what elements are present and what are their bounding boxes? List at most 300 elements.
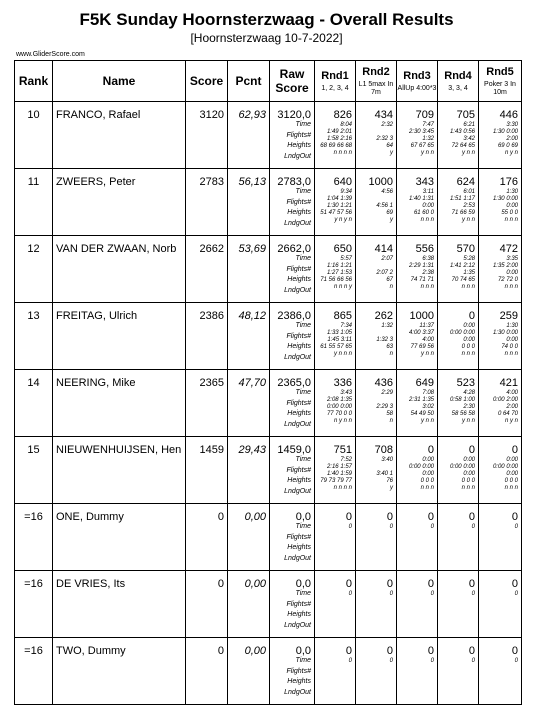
round-detail-line: 0:00 bbox=[506, 203, 518, 209]
round-detail-line: 71 56 66 56 bbox=[320, 277, 352, 283]
round-detail-line: 4:00 bbox=[506, 390, 518, 396]
round-detail-line: 0:00 bbox=[422, 457, 434, 463]
round-detail-line: 2:32 bbox=[381, 122, 393, 128]
raw-score-value: 2662,0 bbox=[277, 243, 311, 255]
round-score: 176 bbox=[499, 176, 518, 188]
detail-labels bbox=[284, 455, 311, 497]
round-detail-line: 3:40 1 bbox=[376, 471, 393, 477]
round-score: 436 bbox=[374, 377, 393, 389]
round-details bbox=[390, 524, 393, 531]
round-details bbox=[431, 658, 434, 665]
rank-cell: 10 bbox=[15, 102, 53, 169]
detail-label: LndgOut bbox=[284, 152, 311, 160]
round-score: 0 bbox=[468, 310, 475, 322]
detail-labels bbox=[284, 388, 311, 430]
round-score: 472 bbox=[499, 243, 518, 255]
round-detail-line: 54 49 50 bbox=[410, 411, 434, 417]
round-details bbox=[515, 591, 518, 598]
round-detail-line: 0:00 0:00 bbox=[449, 464, 475, 470]
round-detail-line: y bbox=[390, 217, 393, 223]
round-detail-line: n n n bbox=[461, 284, 475, 290]
header-row bbox=[15, 61, 522, 102]
detail-labels bbox=[284, 321, 311, 363]
raw-score-cell bbox=[270, 303, 315, 370]
round-detail-line: 2:29 3 bbox=[376, 404, 393, 410]
detail-labels bbox=[284, 656, 311, 698]
round-score: 0 bbox=[427, 511, 434, 523]
rank-cell: 14 bbox=[15, 370, 53, 437]
pcnt-cell: 53,69 bbox=[228, 236, 270, 303]
round-detail-line: n n n bbox=[504, 351, 518, 357]
detail-label: Heights bbox=[287, 276, 311, 283]
round-detail-line: 0 bbox=[471, 524, 475, 530]
round-details bbox=[450, 256, 475, 291]
score-cell: 0 bbox=[186, 638, 228, 705]
round-detail-line: 2:30 bbox=[463, 404, 475, 410]
rank-cell: 11 bbox=[15, 169, 53, 236]
round-details bbox=[409, 323, 434, 358]
pcnt-cell: 56,13 bbox=[228, 169, 270, 236]
detail-label: Time bbox=[295, 456, 311, 463]
round-detail-line: 0 bbox=[430, 591, 434, 597]
raw-score-value: 3120,0 bbox=[277, 109, 311, 121]
round-detail-line: 69 bbox=[386, 210, 393, 216]
round-details bbox=[515, 658, 518, 665]
round-detail-line: y n n bbox=[420, 150, 434, 156]
round-detail-line: n n n bbox=[504, 284, 518, 290]
score-cell: 2662 bbox=[186, 236, 228, 303]
round-detail-line: 64 bbox=[386, 143, 393, 149]
round-cell bbox=[356, 571, 397, 638]
round-detail-line: y n n bbox=[420, 351, 434, 357]
round-cell bbox=[479, 638, 522, 705]
round-cell bbox=[438, 102, 479, 169]
round-detail-line: 1:58 2:16 bbox=[326, 136, 352, 142]
round-detail-line bbox=[376, 330, 393, 337]
round-detail-line: 0 0 0 bbox=[504, 478, 518, 484]
round-detail-line: 11:37 bbox=[419, 323, 434, 329]
round-detail-line: 58 56 58 bbox=[451, 411, 475, 417]
table-row bbox=[15, 571, 522, 638]
table-row bbox=[15, 236, 522, 303]
round-detail-line bbox=[376, 129, 393, 136]
round-details bbox=[450, 457, 475, 492]
round-detail-line: 4:28 bbox=[463, 390, 475, 396]
round-cell bbox=[315, 504, 356, 571]
raw-score-value: 2386,0 bbox=[277, 310, 311, 322]
round-detail-line: 4:56 bbox=[381, 189, 393, 195]
round-score: 0 bbox=[386, 645, 393, 657]
round-detail-line: 1:40 1:31 bbox=[408, 196, 434, 202]
raw-score-value: 2783,0 bbox=[277, 176, 311, 188]
round-cell bbox=[479, 437, 522, 504]
round-detail-line: 7:08 bbox=[422, 390, 434, 396]
detail-label: Time bbox=[295, 322, 311, 329]
round-cell bbox=[356, 236, 397, 303]
round-detail-line: 2:30 3:45 bbox=[408, 129, 434, 135]
score-cell: 3120 bbox=[186, 102, 228, 169]
header-round: Rnd5 Poker 3 In 10m bbox=[479, 61, 522, 102]
round-details bbox=[409, 390, 434, 425]
round-details bbox=[409, 457, 434, 492]
pcnt-cell: 0,00 bbox=[228, 571, 270, 638]
round-detail-line: 0:00 2:00 bbox=[492, 397, 518, 403]
raw-score-cell bbox=[270, 638, 315, 705]
round-detail-line bbox=[376, 397, 393, 404]
round-detail-line: 71 66 59 bbox=[451, 210, 475, 216]
pilot-name: VAN DER ZWAAN, Norb bbox=[53, 236, 186, 303]
raw-score-cell bbox=[270, 437, 315, 504]
round-score: 0 bbox=[511, 444, 518, 456]
detail-label: Flights# bbox=[286, 466, 311, 474]
round-detail-line: 3:11 bbox=[422, 189, 434, 195]
pcnt-cell: 62,93 bbox=[228, 102, 270, 169]
detail-label: Flights# bbox=[286, 600, 311, 608]
round-detail-line: n n n bbox=[461, 485, 475, 491]
detail-label: Heights bbox=[287, 611, 311, 618]
detail-label: LndgOut bbox=[284, 554, 311, 562]
header-score: Score bbox=[186, 61, 228, 102]
round-score: 0 bbox=[468, 578, 475, 590]
round-detail-line: 0:00 bbox=[463, 457, 475, 463]
round-cell bbox=[397, 638, 438, 705]
round-detail-line: 1:33 1:05 bbox=[326, 330, 352, 336]
round-detail-line: 2:07 2 bbox=[376, 270, 393, 276]
detail-label: Flights# bbox=[286, 399, 311, 407]
round-detail-line: y n n bbox=[461, 217, 475, 223]
header-rank: Rank bbox=[15, 61, 53, 102]
round-detail-line: 0:00 bbox=[463, 337, 475, 343]
raw-score-value: 0,0 bbox=[295, 645, 311, 657]
round-detail-line: 77 70 0 0 bbox=[326, 411, 352, 417]
round-detail-line: y n n bbox=[461, 418, 475, 424]
round-detail-line: 0 bbox=[430, 524, 434, 530]
rank-cell: =16 bbox=[15, 504, 53, 571]
round-detail-line: 1:40 1:59 bbox=[326, 471, 352, 477]
round-details bbox=[493, 390, 518, 425]
round-detail-line: 1:41 2:12 bbox=[449, 263, 475, 269]
table-row bbox=[15, 370, 522, 437]
detail-label: Heights bbox=[287, 343, 311, 350]
round-detail-line: n bbox=[389, 351, 393, 357]
detail-labels bbox=[284, 187, 311, 229]
round-cell bbox=[479, 169, 522, 236]
pcnt-cell: 29,43 bbox=[228, 437, 270, 504]
round-details bbox=[376, 390, 393, 425]
round-detail-line: n y n bbox=[504, 150, 518, 156]
round-score: 446 bbox=[499, 109, 518, 121]
round-cell bbox=[438, 236, 479, 303]
round-detail-line: 0 64 70 bbox=[497, 411, 518, 417]
round-score: 865 bbox=[333, 310, 352, 322]
round-detail-line: 1:30 0:00 bbox=[492, 129, 518, 135]
round-details bbox=[493, 457, 518, 492]
round-detail-line bbox=[376, 464, 393, 471]
pcnt-cell: 47,70 bbox=[228, 370, 270, 437]
round-score: 650 bbox=[333, 243, 352, 255]
detail-label: Flights# bbox=[286, 667, 311, 675]
round-detail-line: 3:40 bbox=[381, 457, 393, 463]
round-detail-line: 1:04 1:39 bbox=[326, 196, 352, 202]
round-cell bbox=[315, 169, 356, 236]
round-detail-line: 63 bbox=[386, 344, 393, 350]
detail-label: LndgOut bbox=[284, 353, 311, 361]
round-details bbox=[409, 189, 434, 224]
score-cell: 1459 bbox=[186, 437, 228, 504]
round-cell bbox=[479, 504, 522, 571]
round-cell bbox=[479, 571, 522, 638]
round-detail-line: 0 0 0 bbox=[461, 478, 475, 484]
round-detail-line: 0 0 0 bbox=[461, 344, 475, 350]
round-detail-line: n bbox=[389, 284, 393, 290]
page-subtitle: [Hoornsterzwaag 10-7-2022] bbox=[190, 31, 343, 45]
round-cell bbox=[356, 169, 397, 236]
round-detail-line: 5:57 bbox=[340, 256, 352, 262]
round-detail-line: 2:29 bbox=[381, 390, 393, 396]
round-detail-line: y n n bbox=[461, 150, 475, 156]
round-details bbox=[450, 390, 475, 425]
round-detail-line: 8:04 bbox=[340, 122, 352, 128]
round-detail-line: 4:56 1 bbox=[376, 203, 393, 209]
round-detail-line: 2:31 1:35 bbox=[408, 397, 434, 403]
round-cell bbox=[397, 504, 438, 571]
round-detail-line: 5:28 bbox=[463, 256, 475, 262]
round-detail-line: 0:00 bbox=[422, 471, 434, 477]
round-detail-line: 1:43 0:56 bbox=[449, 129, 475, 135]
round-score: 0 bbox=[427, 645, 434, 657]
detail-label: Time bbox=[295, 389, 311, 396]
round-detail-line: 0 bbox=[471, 591, 475, 597]
round-detail-line: 3:02 bbox=[422, 404, 434, 410]
detail-label: LndgOut bbox=[284, 621, 311, 629]
round-detail-line: 1:30 bbox=[506, 189, 518, 195]
detail-label: LndgOut bbox=[284, 420, 311, 428]
round-score: 262 bbox=[374, 310, 393, 322]
round-detail-line: 3:42 bbox=[463, 136, 475, 142]
round-detail-line: y n n n bbox=[333, 351, 352, 357]
round-details bbox=[320, 323, 352, 358]
round-detail-line: 0 bbox=[514, 524, 518, 530]
round-detail-line: 0 bbox=[514, 591, 518, 597]
round-detail-line: 2:38 bbox=[422, 270, 434, 276]
round-cell bbox=[438, 303, 479, 370]
round-cell bbox=[397, 370, 438, 437]
detail-labels bbox=[284, 120, 311, 162]
round-detail-line: 0 bbox=[348, 591, 352, 597]
raw-score-value: 2365,0 bbox=[277, 377, 311, 389]
round-cell bbox=[315, 303, 356, 370]
round-cell bbox=[397, 437, 438, 504]
rank-cell: =16 bbox=[15, 571, 53, 638]
round-score: 414 bbox=[374, 243, 393, 255]
round-details bbox=[376, 457, 393, 492]
score-cell: 0 bbox=[186, 504, 228, 571]
pilot-name: TWO, Dummy bbox=[53, 638, 186, 705]
round-detail-line: 6:38 bbox=[422, 256, 434, 262]
round-cell bbox=[356, 102, 397, 169]
round-detail-line: 3:30 bbox=[506, 122, 518, 128]
round-score: 1000 bbox=[368, 176, 393, 188]
round-detail-line: 55 0 0 bbox=[501, 210, 518, 216]
round-cell bbox=[315, 370, 356, 437]
round-score: 0 bbox=[345, 511, 352, 523]
round-detail-line: 0:00 0:00 bbox=[492, 464, 518, 470]
round-detail-line: 76 bbox=[386, 478, 393, 484]
detail-labels bbox=[284, 589, 311, 631]
round-cell bbox=[438, 504, 479, 571]
header-raw-score: Raw Score bbox=[270, 61, 315, 102]
round-cell bbox=[356, 638, 397, 705]
round-details bbox=[431, 591, 434, 598]
raw-score-value: 0,0 bbox=[295, 511, 311, 523]
results-table bbox=[14, 60, 522, 705]
round-details bbox=[409, 122, 434, 157]
detail-label: Time bbox=[295, 590, 311, 597]
detail-label: Time bbox=[295, 657, 311, 664]
round-details bbox=[390, 591, 393, 598]
round-detail-line: 2:16 1:57 bbox=[326, 464, 352, 470]
raw-score-cell bbox=[270, 571, 315, 638]
round-cell bbox=[397, 236, 438, 303]
table-row bbox=[15, 638, 522, 705]
round-cell bbox=[438, 437, 479, 504]
round-details bbox=[431, 524, 434, 531]
round-detail-line: 0 bbox=[389, 658, 393, 664]
detail-label: Heights bbox=[287, 142, 311, 149]
round-cell bbox=[356, 370, 397, 437]
header-round: Rnd4 3, 3, 4 bbox=[438, 61, 479, 102]
detail-label: Flights# bbox=[286, 332, 311, 340]
round-cell bbox=[479, 303, 522, 370]
round-score: 336 bbox=[333, 377, 352, 389]
round-detail-line: 74 71 71 bbox=[410, 277, 434, 283]
round-detail-line: 0:00 bbox=[506, 471, 518, 477]
score-cell: 2783 bbox=[186, 169, 228, 236]
round-details bbox=[472, 591, 475, 598]
round-details bbox=[515, 524, 518, 531]
detail-label: Flights# bbox=[286, 131, 311, 139]
round-details bbox=[450, 189, 475, 224]
round-score: 0 bbox=[386, 578, 393, 590]
round-detail-line: 0 bbox=[348, 658, 352, 664]
round-detail-line: 77 69 56 bbox=[410, 344, 434, 350]
round-detail-line: 61 55 57 65 bbox=[320, 344, 352, 350]
round-detail-line: 1:32 bbox=[422, 136, 434, 142]
detail-label: Heights bbox=[287, 678, 311, 685]
round-detail-line: n n n bbox=[420, 284, 434, 290]
round-score: 556 bbox=[415, 243, 434, 255]
pilot-name: NIEUWENHUIJSEN, Hen bbox=[53, 437, 186, 504]
table-row bbox=[15, 504, 522, 571]
round-detail-line: 7:52 bbox=[340, 457, 352, 463]
round-detail-line: 1:27 1:53 bbox=[326, 270, 352, 276]
round-score: 421 bbox=[499, 377, 518, 389]
round-detail-line: 4:00 3:37 bbox=[408, 330, 434, 336]
round-score: 0 bbox=[427, 444, 434, 456]
detail-label: Time bbox=[295, 523, 311, 530]
round-detail-line: 0:00 bbox=[422, 203, 434, 209]
round-detail-line: 0:00 bbox=[506, 457, 518, 463]
round-details bbox=[390, 658, 393, 665]
round-detail-line: 0 bbox=[348, 524, 352, 530]
round-details bbox=[493, 189, 518, 224]
round-detail-line: 1:32 bbox=[381, 323, 393, 329]
round-detail-line: 3:35 bbox=[506, 256, 518, 262]
raw-score-cell bbox=[270, 236, 315, 303]
pilot-name: ONE, Dummy bbox=[53, 504, 186, 571]
round-detail-line: n n n n bbox=[333, 485, 352, 491]
round-detail-line: 0 bbox=[389, 524, 393, 530]
round-detail-line: 0:00 0:00 bbox=[326, 404, 352, 410]
detail-label: Heights bbox=[287, 477, 311, 484]
round-detail-line: n n n bbox=[420, 217, 434, 223]
table-row bbox=[15, 437, 522, 504]
detail-label: LndgOut bbox=[284, 219, 311, 227]
rank-cell: 12 bbox=[15, 236, 53, 303]
table-row bbox=[15, 169, 522, 236]
round-detail-line: 0:00 bbox=[463, 323, 475, 329]
round-cell bbox=[397, 169, 438, 236]
round-detail-line: 70 74 65 bbox=[451, 277, 475, 283]
round-cell bbox=[315, 437, 356, 504]
detail-label: Flights# bbox=[286, 533, 311, 541]
round-details bbox=[493, 122, 518, 157]
round-detail-line: n n n bbox=[504, 217, 518, 223]
round-details bbox=[376, 256, 393, 291]
round-score: 624 bbox=[456, 176, 475, 188]
round-detail-line: 74 0 0 bbox=[501, 344, 518, 350]
header-round: Rnd3 AllUp 4:00*3 bbox=[397, 61, 438, 102]
round-detail-line: y n n bbox=[420, 418, 434, 424]
pilot-name: FREITAG, Ulrich bbox=[53, 303, 186, 370]
round-score: 0 bbox=[386, 511, 393, 523]
raw-score-cell bbox=[270, 504, 315, 571]
round-score: 709 bbox=[415, 109, 434, 121]
round-score: 826 bbox=[333, 109, 352, 121]
detail-label: Time bbox=[295, 188, 311, 195]
round-score: 705 bbox=[456, 109, 475, 121]
round-score: 1000 bbox=[409, 310, 434, 322]
round-detail-line: 0:00 bbox=[506, 337, 518, 343]
round-details bbox=[320, 457, 352, 492]
round-detail-line: 0:00 bbox=[506, 270, 518, 276]
round-detail-line: 0 bbox=[514, 658, 518, 664]
round-score: 751 bbox=[333, 444, 352, 456]
round-score: 570 bbox=[456, 243, 475, 255]
round-detail-line: 9:34 bbox=[340, 189, 352, 195]
round-detail-line: 67 67 65 bbox=[410, 143, 434, 149]
round-detail-line: 51 47 57 56 bbox=[320, 210, 352, 216]
round-detail-line: 2:32 3 bbox=[376, 136, 393, 142]
round-cell bbox=[479, 370, 522, 437]
round-detail-line: n y n bbox=[504, 418, 518, 424]
round-detail-line: n n n bbox=[504, 485, 518, 491]
round-details bbox=[472, 524, 475, 531]
round-detail-line: 4:00 bbox=[422, 337, 434, 343]
round-detail-line: 1:30 bbox=[506, 323, 518, 329]
round-score: 0 bbox=[468, 511, 475, 523]
raw-score-value: 1459,0 bbox=[277, 444, 311, 456]
round-score: 649 bbox=[415, 377, 434, 389]
round-detail-line: 0:00 0:00 bbox=[449, 330, 475, 336]
round-cell bbox=[315, 571, 356, 638]
pcnt-cell: 0,00 bbox=[228, 638, 270, 705]
round-details bbox=[376, 122, 393, 157]
round-detail-line bbox=[376, 263, 393, 270]
round-score: 0 bbox=[511, 511, 518, 523]
pilot-name: FRANCO, Rafael bbox=[53, 102, 186, 169]
round-detail-line: 2:00 bbox=[506, 136, 518, 142]
